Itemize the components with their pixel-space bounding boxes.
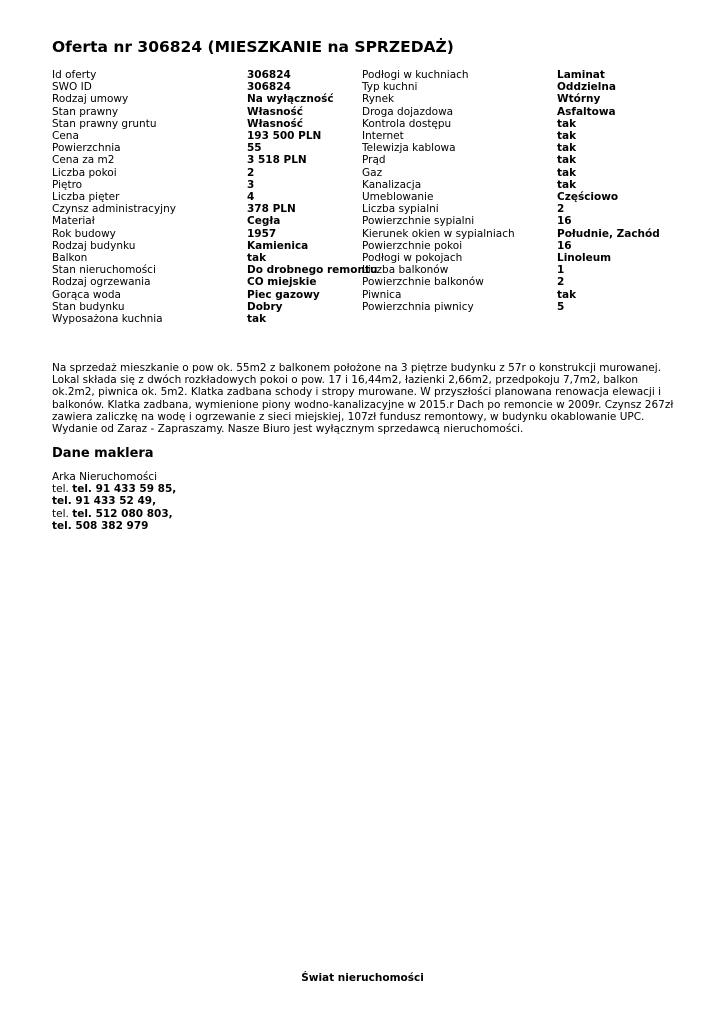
detail-value: 4	[247, 191, 255, 204]
detail-label: Cena	[52, 130, 79, 143]
detail-label: Stan nieruchomości	[52, 264, 156, 277]
detail-row	[362, 203, 660, 215]
detail-row	[52, 252, 377, 264]
detail-value: 3	[247, 178, 255, 191]
detail-row	[52, 69, 377, 81]
phone-number: tel. 512 080 803,	[72, 507, 173, 520]
detail-row	[362, 130, 660, 142]
detail-row	[362, 240, 660, 252]
detail-row	[52, 191, 377, 203]
detail-value: Cegła	[247, 215, 281, 228]
detail-row	[52, 240, 377, 252]
detail-row	[52, 130, 377, 142]
detail-value: Laminat	[557, 69, 605, 81]
detail-value: Linoleum	[557, 252, 612, 265]
detail-row	[362, 179, 660, 191]
detail-value: tak	[247, 252, 267, 265]
detail-row	[52, 215, 377, 227]
detail-value: tak	[557, 117, 577, 130]
agency-name: Arka Nieruchomości	[52, 471, 158, 483]
detail-label: Piętro	[52, 178, 83, 191]
detail-label: Powierzchnie sypialni	[362, 215, 475, 228]
detail-row	[52, 264, 377, 276]
detail-value: 2	[557, 276, 565, 289]
detail-row	[362, 191, 660, 203]
detail-value: Na wyłączność	[247, 93, 334, 106]
detail-row	[52, 228, 377, 240]
detail-label: Prąd	[362, 154, 386, 167]
detail-label: Powierzchnie balkonów	[362, 276, 484, 289]
detail-value: 5	[557, 300, 565, 313]
phone-line: tel. tel. 512 080 803,	[52, 507, 173, 520]
detail-value: Dobry	[247, 300, 283, 313]
detail-value: Południe, Zachód	[557, 227, 660, 240]
detail-row	[52, 301, 377, 313]
details-right-column	[362, 69, 660, 313]
detail-value: Oddzielna	[557, 81, 616, 94]
phone-number: tel. 91 433 52 49,	[52, 495, 157, 508]
detail-value: Piec gazowy	[247, 288, 320, 301]
phone-line: tel. tel. 91 433 59 85,	[52, 483, 177, 496]
offer-title: Oferta nr 306824 (MIESZKANIE na SPRZEDAŻ)	[52, 38, 454, 56]
detail-label: Podłogi w kuchniach	[362, 69, 469, 81]
detail-row	[362, 154, 660, 166]
detail-row	[52, 313, 377, 325]
detail-value: Wtórny	[557, 93, 601, 106]
detail-value: tak	[557, 142, 577, 155]
detail-label: Kanalizacja	[362, 178, 422, 191]
detail-label: Gorąca woda	[52, 288, 121, 301]
detail-label: Wyposażona kuchnia	[52, 313, 163, 326]
detail-value: tak	[557, 166, 577, 179]
detail-label: Liczba balkonów	[362, 264, 449, 277]
detail-label: Gaz	[362, 166, 383, 179]
detail-value: Kamienica	[247, 239, 309, 252]
detail-value: Do drobnego remontu	[247, 264, 378, 277]
detail-value: 1	[557, 264, 565, 277]
detail-value: tak	[557, 130, 577, 143]
detail-value: Własność	[247, 117, 303, 130]
agent-contact	[52, 471, 176, 532]
detail-value: 16	[557, 215, 572, 228]
detail-row	[362, 228, 660, 240]
detail-value: 3 518 PLN	[247, 154, 307, 167]
detail-label: Kontrola dostępu	[362, 117, 452, 130]
detail-row	[52, 142, 377, 154]
detail-row	[362, 81, 660, 93]
detail-row	[362, 167, 660, 179]
detail-label: SWO ID	[52, 81, 92, 94]
detail-row	[52, 106, 377, 118]
detail-label: Rynek	[362, 93, 395, 106]
detail-value: Własność	[247, 105, 303, 118]
detail-label: Rok budowy	[52, 227, 116, 240]
footer-brand: Świat nieruchomości	[301, 972, 424, 984]
detail-label: Rodzaj ogrzewania	[52, 276, 151, 289]
detail-row	[52, 167, 377, 179]
details-left-column	[52, 69, 377, 325]
detail-value: tak	[557, 288, 577, 301]
phone-line	[52, 520, 176, 532]
detail-row	[52, 81, 377, 93]
detail-row	[362, 93, 660, 105]
phone-line	[52, 495, 176, 507]
detail-row	[52, 179, 377, 191]
detail-value: tak	[557, 154, 577, 167]
detail-row	[362, 301, 660, 313]
detail-value: 2	[247, 166, 255, 179]
detail-label: Podłogi w pokojach	[362, 252, 463, 265]
detail-value: tak	[247, 313, 267, 326]
detail-label: Kierunek okien w sypialniach	[362, 227, 515, 240]
detail-label: Powierzchnia piwnicy	[362, 300, 474, 313]
detail-value: 193 500 PLN	[247, 130, 322, 143]
detail-label: Telewizja kablowa	[362, 142, 456, 155]
detail-value: 306824	[247, 69, 291, 81]
detail-value: Asfaltowa	[557, 105, 616, 118]
phone-number: tel. 508 382 979	[52, 519, 149, 532]
detail-label: Rodzaj budynku	[52, 239, 136, 252]
detail-row	[52, 93, 377, 105]
agent-section-heading: Dane maklera	[52, 446, 154, 461]
detail-row	[362, 215, 660, 227]
detail-value: CO miejskie	[247, 276, 317, 289]
detail-value: 55	[247, 142, 262, 155]
detail-row	[362, 264, 660, 276]
detail-label: Droga dojazdowa	[362, 105, 454, 118]
detail-label: Id oferty	[52, 69, 97, 81]
detail-row	[362, 106, 660, 118]
detail-label: Stan prawny	[52, 105, 119, 118]
offer-description: Na sprzedaż mieszkanie o pow ok. 55m2 z balkonem położone na 3 piętrze budynku z 57r o konstrukcji murowanej. Lokal składa się z dwóch rozkładowych pokoi o pow. 17 i 16,44m2, łazienki 2,66m2, przedpokoju 7,7m2, balkon ok.2m2, piwnica ok. 5m2. Klatka zadbana schody i stropy murowane. W przyszłości planowana renowacja elewacji i balkonów. Klatka zadbana, wymienione piony wodno-kanalizacyjne w 2015.r Dach po remoncie w 2009r. Czynsz 267zł zawiera zaliczkę na wodę i ogrzewanie z sieci miejskiej, 107zł fundusz remontowy, w budynku okablowanie UPC. Wydanie od Zaraz - Zapraszamy. Nasze Biuro jest wyłącznym sprzedawcą nieruchomości.	[52, 362, 674, 436]
phone-number: tel. 91 433 59 85,	[72, 483, 177, 496]
detail-value: 378 PLN	[247, 203, 296, 216]
detail-label: Internet	[362, 130, 404, 143]
detail-value: tak	[557, 178, 577, 191]
detail-row	[362, 118, 660, 130]
detail-value: Częściowo	[557, 191, 619, 204]
detail-row	[52, 203, 377, 215]
detail-row	[362, 289, 660, 301]
detail-label: Liczba sypialni	[362, 203, 439, 216]
detail-row	[362, 69, 660, 81]
detail-label: Cena za m2	[52, 154, 115, 167]
detail-label: Powierzchnia	[52, 142, 121, 155]
detail-row	[52, 289, 377, 301]
detail-value: 2	[557, 203, 565, 216]
detail-label: Powierzchnie pokoi	[362, 239, 463, 252]
detail-label: Liczba pokoi	[52, 166, 117, 179]
detail-label: Rodzaj umowy	[52, 93, 129, 106]
detail-value: 306824	[247, 81, 291, 94]
detail-row	[52, 154, 377, 166]
detail-label: Czynsz administracyjny	[52, 203, 176, 216]
detail-row	[52, 276, 377, 288]
detail-label: Stan prawny gruntu	[52, 117, 157, 130]
detail-value: 1957	[247, 227, 277, 240]
detail-label: Balkon	[52, 252, 88, 265]
detail-row	[362, 142, 660, 154]
detail-label: Materiał	[52, 215, 95, 228]
detail-value: 16	[557, 239, 572, 252]
detail-label: Umeblowanie	[362, 191, 434, 204]
detail-row	[362, 276, 660, 288]
detail-row	[362, 252, 660, 264]
detail-label: Liczba pięter	[52, 191, 120, 204]
detail-label: Typ kuchni	[362, 81, 418, 94]
detail-label: Piwnica	[362, 288, 402, 301]
detail-label: Stan budynku	[52, 300, 125, 313]
detail-row	[52, 118, 377, 130]
